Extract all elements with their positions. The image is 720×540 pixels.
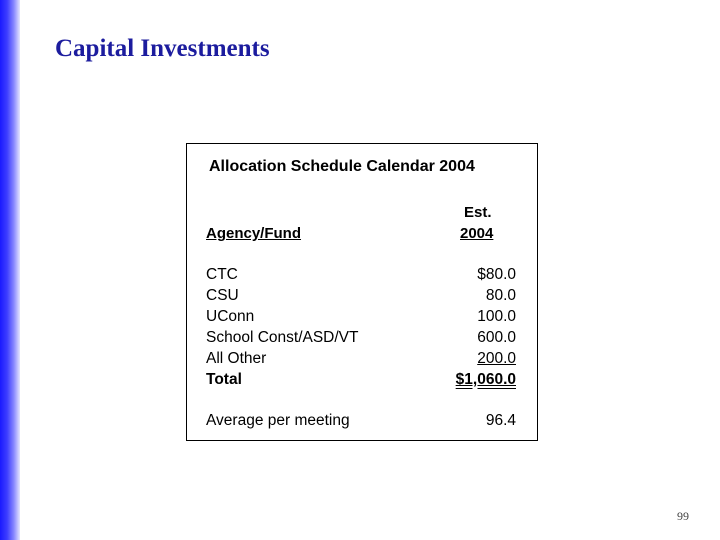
row-name: UConn xyxy=(206,308,255,325)
allocation-table xyxy=(186,143,538,441)
total-value: $1,060.0 xyxy=(455,371,516,388)
side-accent-bar xyxy=(0,0,20,540)
average-row xyxy=(206,410,516,431)
header-agency-fund: Agency/Fund xyxy=(206,225,302,242)
table-row xyxy=(206,285,516,306)
row-value: 200.0 xyxy=(477,350,516,367)
header-year: 2004 xyxy=(460,225,494,242)
row-name: CSU xyxy=(206,287,239,304)
row-name: CTC xyxy=(206,266,238,283)
total-label: Total xyxy=(206,371,242,388)
total-row xyxy=(206,369,516,390)
table-row xyxy=(206,348,516,369)
row-value: 100.0 xyxy=(477,308,516,325)
average-label: Average per meeting xyxy=(206,412,350,429)
row-value: 600.0 xyxy=(477,329,516,346)
row-value: $80.0 xyxy=(477,266,516,283)
table-rows xyxy=(206,264,516,390)
row-name: All Other xyxy=(206,350,267,367)
header-est: Est. xyxy=(464,204,492,221)
table-row xyxy=(206,264,516,285)
page-number: 99 xyxy=(677,509,689,523)
average-value: 96.4 xyxy=(485,412,516,429)
row-value: 80.0 xyxy=(485,287,516,304)
slide-title: Capital Investments xyxy=(55,35,270,62)
row-name: School Const/ASD/VT xyxy=(206,329,359,346)
table-title: Allocation Schedule Calendar 2004 xyxy=(209,158,475,175)
table-row xyxy=(206,306,516,327)
table-row xyxy=(206,327,516,348)
